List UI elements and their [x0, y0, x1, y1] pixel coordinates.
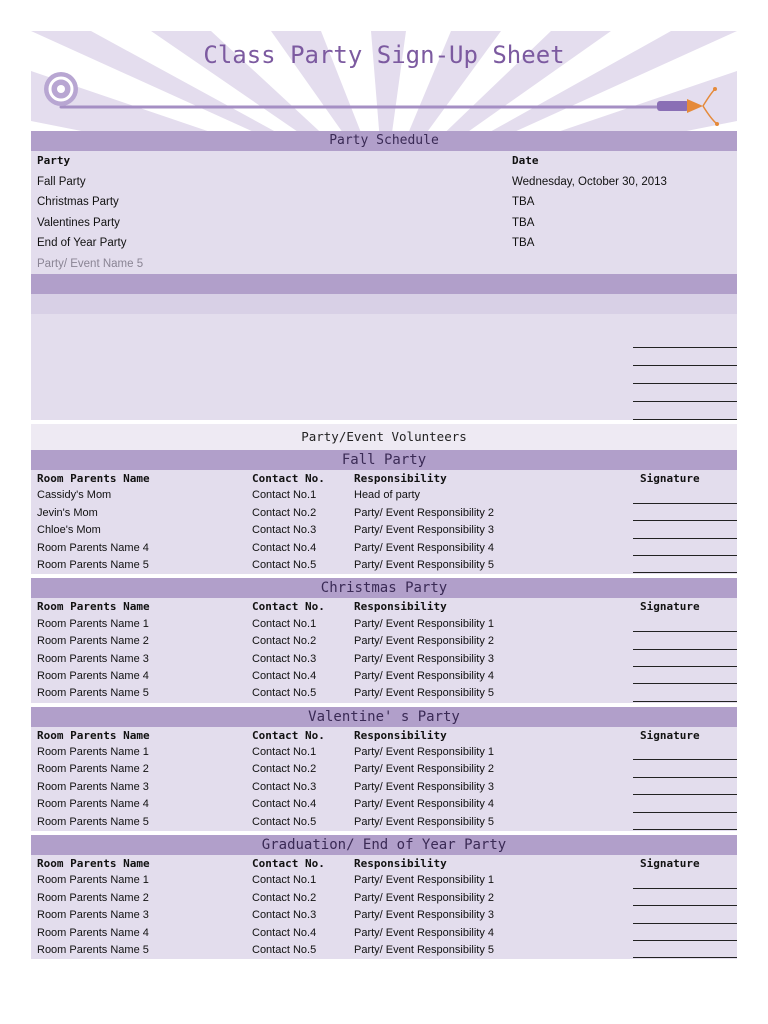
volunteer-table [31, 855, 737, 959]
signature-line[interactable] [633, 401, 737, 402]
volunteer-row [31, 487, 737, 504]
signature-line[interactable] [633, 631, 737, 632]
responsibility: Party/ Event Responsibility 5 [354, 943, 495, 956]
signature-line[interactable] [633, 666, 737, 667]
volunteer-row [31, 779, 737, 796]
signature-line[interactable] [633, 649, 737, 650]
contact-number: Contact No.3 [252, 909, 317, 922]
volunteer-row [31, 522, 737, 539]
col-contact: Contact No. [252, 857, 325, 871]
responsibility: Party/ Event Responsibility 2 [354, 763, 495, 776]
page-title: Class Party Sign-Up Sheet [203, 41, 565, 69]
parent-name: Room Parents Name 2 [37, 891, 149, 904]
parent-name: Room Parents Name 2 [37, 635, 149, 648]
volunteer-header-row [31, 470, 737, 487]
responsibility: Party/ Event Responsibility 4 [354, 541, 495, 554]
party-name: Party/ Event Name 5 [37, 257, 144, 270]
parent-name: Room Parents Name 2 [37, 763, 149, 776]
schedule-row [31, 192, 737, 213]
contact-number: Contact No.2 [252, 763, 317, 776]
sign-up-sheet [31, 31, 737, 959]
schedule-heading: Party Schedule [31, 131, 737, 151]
responsibility: Party/ Event Responsibility 5 [354, 558, 495, 571]
section-title: Valentine' s Party [31, 707, 737, 727]
responsibility: Party/ Event Responsibility 1 [354, 617, 495, 630]
party-name: Fall Party [37, 175, 86, 188]
parent-name: Room Parents Name 4 [37, 669, 149, 682]
signature-line[interactable] [633, 957, 737, 958]
col-signature: Signature [640, 600, 700, 614]
party-date: TBA [512, 237, 535, 249]
schedule-row [31, 233, 737, 254]
volunteer-row [31, 651, 737, 668]
responsibility: Party/ Event Responsibility 2 [354, 891, 495, 904]
volunteers-heading: Party/Event Volunteers [31, 424, 737, 450]
volunteer-table [31, 598, 737, 702]
contact-number: Contact No.3 [252, 524, 317, 537]
col-signature: Signature [640, 472, 700, 485]
signature-line[interactable] [633, 794, 737, 795]
parent-name: Room Parents Name 1 [37, 617, 149, 630]
volunteer-row [31, 814, 737, 831]
responsibility: Party/ Event Responsibility 5 [354, 687, 495, 700]
signature-line[interactable] [633, 923, 737, 924]
parent-name: Room Parents Name 5 [37, 558, 149, 571]
parent-name: Room Parents Name 4 [37, 798, 149, 811]
signature-line[interactable] [633, 812, 737, 813]
contact-number: Contact No.1 [252, 617, 317, 630]
col-responsibility: Responsibility [354, 600, 447, 614]
responsibility: Party/ Event Responsibility 3 [354, 780, 495, 793]
parent-name: Room Parents Name 5 [37, 943, 149, 956]
col-name: Room Parents Name [37, 728, 150, 742]
responsibility: Party/ Event Responsibility 4 [354, 798, 495, 811]
contact-number: Contact No.1 [252, 489, 317, 502]
parent-name: Chloe's Mom [37, 524, 101, 537]
signature-line[interactable] [633, 888, 737, 889]
party-name: Valentines Party [37, 216, 120, 229]
volunteer-table [31, 470, 737, 574]
contact-number: Contact No.3 [252, 652, 317, 665]
contact-number: Contact No.1 [252, 874, 317, 887]
volunteer-header-row [31, 855, 737, 872]
volunteer-row [31, 633, 737, 650]
col-contact: Contact No. [252, 600, 325, 614]
col-contact: Contact No. [252, 728, 325, 742]
section-title: Christmas Party [31, 578, 737, 598]
contact-number: Contact No.5 [252, 943, 317, 956]
signature-line[interactable] [633, 503, 737, 504]
notes-area [31, 314, 737, 420]
parent-name: Cassidy's Mom [37, 489, 112, 502]
volunteer-row [31, 616, 737, 633]
responsibility: Party/ Event Responsibility 4 [354, 926, 495, 939]
party-date: Wednesday, October 30, 2013 [512, 175, 667, 188]
responsibility: Party/ Event Responsibility 1 [354, 746, 495, 759]
schedule-header-row [31, 151, 737, 172]
schedule-table [31, 151, 737, 274]
signature-line[interactable] [633, 683, 737, 684]
col-signature: Signature [640, 857, 700, 871]
volunteer-row [31, 925, 737, 942]
contact-number: Contact No.1 [252, 746, 317, 759]
contact-number: Contact No.4 [252, 669, 317, 682]
volunteer-header-row [31, 727, 737, 744]
responsibility: Party/ Event Responsibility 3 [354, 524, 495, 537]
blank-band [31, 294, 737, 314]
schedule-row [31, 254, 737, 275]
party-name: End of Year Party [37, 237, 127, 249]
responsibility: Head of party [354, 489, 421, 502]
responsibility: Party/ Event Responsibility 2 [354, 506, 495, 519]
schedule-row [31, 172, 737, 193]
header-banner [31, 31, 737, 131]
parent-name: Jevin's Mom [37, 506, 98, 519]
col-contact: Contact No. [252, 472, 325, 485]
signature-line[interactable] [633, 555, 737, 556]
signature-line[interactable] [633, 829, 737, 830]
col-responsibility: Responsibility [354, 857, 447, 871]
col-signature: Signature [640, 728, 700, 742]
blank-band [31, 274, 737, 294]
contact-number: Contact No.5 [252, 558, 317, 571]
signature-line[interactable] [633, 538, 737, 539]
responsibility: Party/ Event Responsibility 5 [354, 815, 495, 828]
volunteer-row [31, 890, 737, 907]
signature-line[interactable] [633, 520, 737, 521]
party-date: TBA [512, 196, 535, 208]
contact-number: Contact No.3 [252, 780, 317, 793]
contact-number: Contact No.4 [252, 798, 317, 811]
volunteer-row [31, 872, 737, 889]
responsibility: Party/ Event Responsibility 2 [354, 635, 495, 648]
swirl-icon [44, 72, 78, 106]
signature-line[interactable] [633, 777, 737, 778]
parent-name: Room Parents Name 1 [37, 746, 149, 759]
signature-line[interactable] [633, 940, 737, 941]
parent-name: Room Parents Name 5 [37, 815, 149, 828]
volunteer-row [31, 668, 737, 685]
col-responsibility: Responsibility [354, 472, 447, 485]
contact-number: Contact No.2 [252, 891, 317, 904]
parent-name: Room Parents Name 3 [37, 780, 149, 793]
contact-number: Contact No.5 [252, 687, 317, 700]
volunteer-row [31, 761, 737, 778]
parent-name: Room Parents Name 3 [37, 652, 149, 665]
contact-number: Contact No.4 [252, 926, 317, 939]
section-title: Fall Party [31, 450, 737, 470]
signature-line[interactable] [633, 572, 737, 573]
contact-number: Contact No.4 [252, 541, 317, 554]
signature-line[interactable] [633, 905, 737, 906]
signature-line[interactable] [633, 383, 737, 384]
parent-name: Room Parents Name 4 [37, 541, 149, 554]
col-name: Room Parents Name [37, 600, 150, 614]
volunteer-row [31, 907, 737, 924]
volunteer-row [31, 685, 737, 702]
parent-name: Room Parents Name 3 [37, 909, 149, 922]
col-name: Room Parents Name [37, 472, 150, 485]
signature-line[interactable] [633, 701, 737, 702]
col-date: Date [512, 154, 539, 167]
volunteer-row [31, 505, 737, 522]
section-title: Graduation/ End of Year Party [31, 835, 737, 855]
contact-number: Contact No.2 [252, 635, 317, 648]
contact-number: Contact No.5 [252, 815, 317, 828]
volunteer-row [31, 540, 737, 557]
responsibility: Party/ Event Responsibility 4 [354, 669, 495, 682]
signature-line[interactable] [633, 347, 737, 348]
schedule-row [31, 213, 737, 234]
parent-name: Room Parents Name 1 [37, 874, 149, 887]
signature-line[interactable] [633, 419, 737, 420]
responsibility: Party/ Event Responsibility 3 [354, 909, 495, 922]
parent-name: Room Parents Name 5 [37, 687, 149, 700]
party-name: Christmas Party [37, 196, 119, 208]
contact-number: Contact No.2 [252, 506, 317, 519]
responsibility: Party/ Event Responsibility 1 [354, 874, 495, 887]
party-date: TBA [512, 216, 535, 229]
signature-line[interactable] [633, 759, 737, 760]
volunteer-row [31, 557, 737, 574]
volunteer-header-row [31, 598, 737, 615]
col-responsibility: Responsibility [354, 728, 447, 742]
volunteer-row [31, 796, 737, 813]
parent-name: Room Parents Name 4 [37, 926, 149, 939]
volunteer-sections [31, 450, 737, 959]
col-name: Room Parents Name [37, 857, 150, 871]
volunteer-row [31, 744, 737, 761]
volunteer-row [31, 942, 737, 959]
responsibility: Party/ Event Responsibility 3 [354, 652, 495, 665]
signature-line[interactable] [633, 365, 737, 366]
volunteer-table [31, 727, 737, 831]
col-party: Party [37, 154, 71, 167]
